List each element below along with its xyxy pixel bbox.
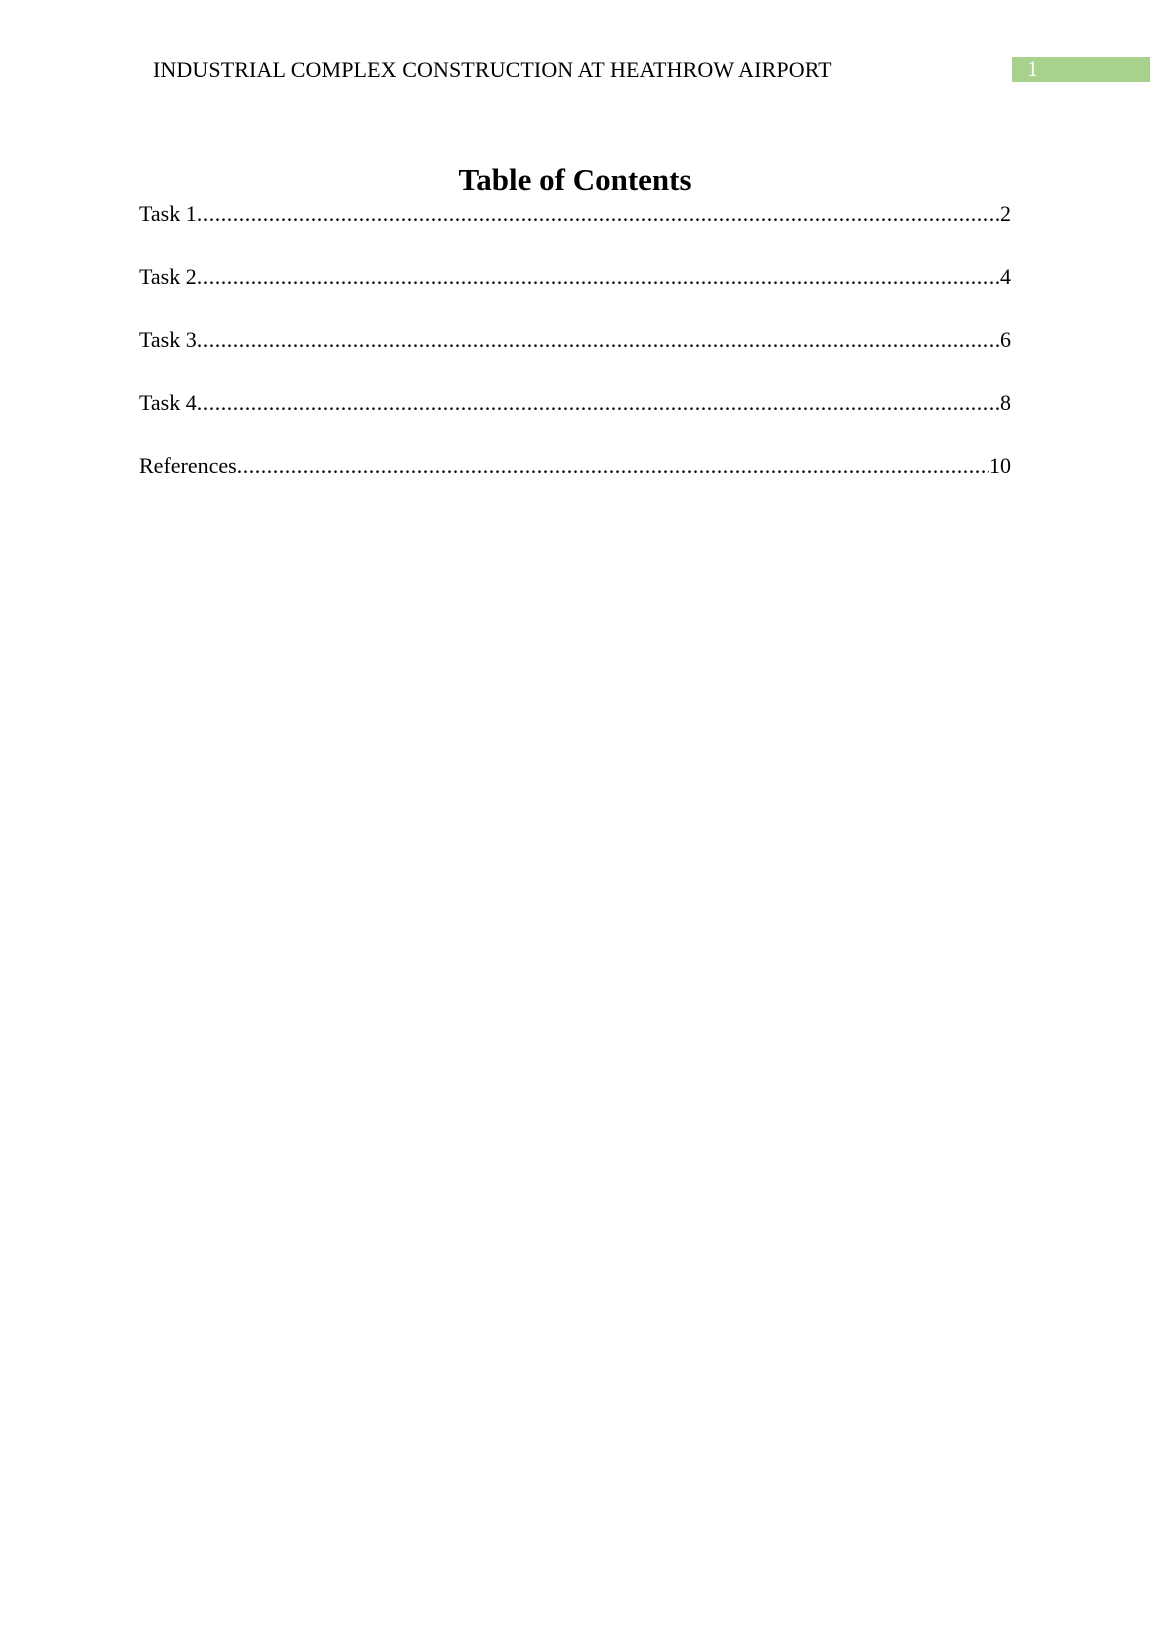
toc-dot-leader [237, 450, 989, 482]
toc-list [139, 198, 1011, 513]
toc-entry-page: 4 [1000, 264, 1011, 289]
toc-entry-label: Task 1 [139, 201, 197, 226]
toc-dot-leader [197, 324, 1000, 356]
running-header-title: INDUSTRIAL COMPLEX CONSTRUCTION AT HEATHROW AIRPORT [153, 57, 832, 82]
toc-entry-task-3[interactable] [139, 324, 1011, 387]
toc-entry-label: Task 3 [139, 327, 197, 352]
toc-entry-task-2[interactable] [139, 261, 1011, 324]
toc-title: Table of Contents [458, 162, 692, 197]
toc-entry-task-1[interactable] [139, 198, 1011, 261]
toc-entry-label: Task 4 [139, 390, 197, 415]
page-number-box [1012, 57, 1150, 82]
toc-entry-task-4[interactable] [139, 387, 1011, 450]
toc-dot-leader [197, 387, 1000, 419]
page-number: 1 [1027, 56, 1038, 81]
toc-entry-page: 10 [989, 453, 1011, 478]
toc-entry-page: 2 [1000, 201, 1011, 226]
toc-entry-page: 6 [1000, 327, 1011, 352]
toc-entry-page: 8 [1000, 390, 1011, 415]
toc-entry-label: References [139, 453, 237, 478]
toc-dot-leader [197, 198, 1000, 230]
toc-entry-label: Task 2 [139, 264, 197, 289]
toc-dot-leader [197, 261, 1000, 293]
toc-entry-references[interactable] [139, 450, 1011, 513]
